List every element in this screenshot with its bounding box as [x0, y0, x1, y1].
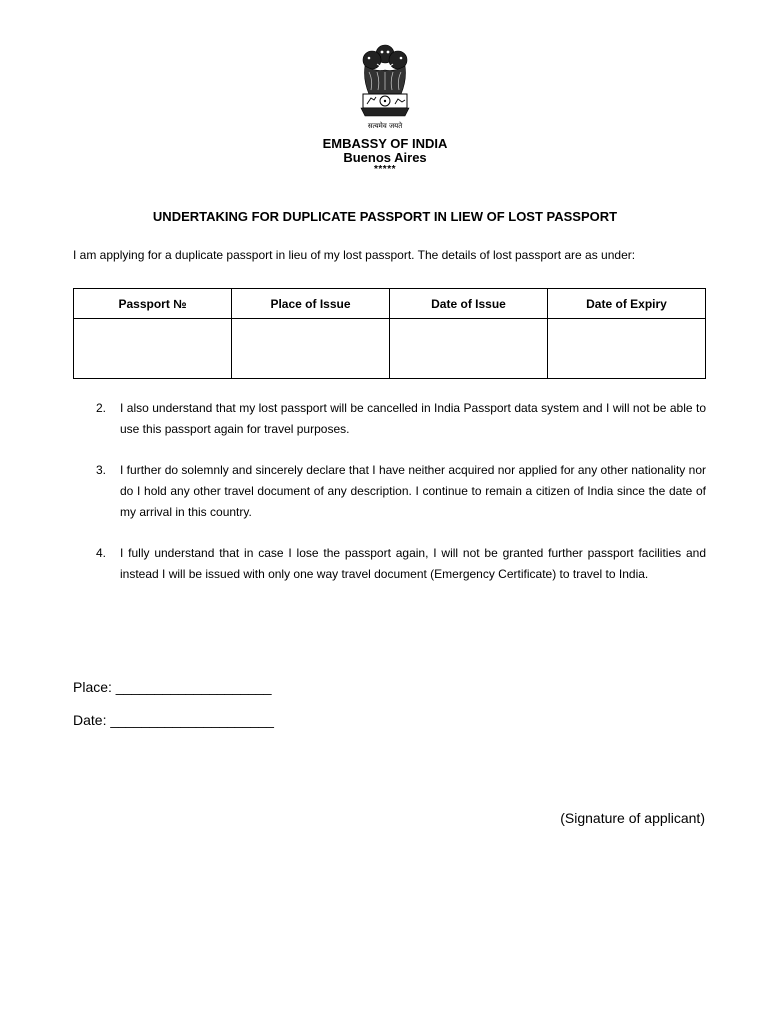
list-item-number: 4. — [96, 546, 107, 560]
embassy-city: Buenos Aires — [343, 150, 427, 165]
column-header-passport-number: Passport № — [74, 289, 232, 319]
lost-passport-details-table — [73, 288, 706, 379]
list-item-text: I also understand that my lost passport will be cancelled in India Passport data system and I will not be able to use this passport again for travel purposes. — [120, 401, 706, 436]
place-field[interactable]: Place: ____________________ — [73, 679, 272, 695]
document-title: UNDERTAKING FOR DUPLICATE PASSPORT IN LIEW OF LOST PASSPORT — [152, 209, 618, 224]
list-item — [96, 398, 706, 440]
column-header-date-of-expiry: Date of Expiry — [548, 289, 706, 319]
intro-text: I am applying for a duplicate passport in lieu of my lost passport. The details of lost passport are as under: — [73, 248, 636, 262]
passport-number-cell[interactable] — [74, 319, 232, 379]
national-emblem-logo — [355, 42, 415, 134]
list-item-number: 2. — [96, 401, 107, 415]
emblem-motto: सत्यमेव जयते — [367, 122, 403, 130]
date-of-issue-cell[interactable] — [390, 319, 548, 379]
date-field[interactable]: Date: _____________________ — [73, 712, 274, 728]
list-item — [96, 460, 706, 523]
embassy-name: EMBASSY OF INDIA — [322, 136, 448, 151]
column-header-date-of-issue: Date of Issue — [390, 289, 548, 319]
header-stars: ***** — [374, 164, 396, 175]
place-of-issue-cell[interactable] — [232, 319, 390, 379]
list-item-text: I further do solemnly and sincerely declare that I have neither acquired nor applied for any other nationality nor do I hold any other travel document of any description. I continue to remain a citizen of India since the date of my arrival in this country. — [120, 463, 706, 519]
column-header-place-of-issue: Place of Issue — [232, 289, 390, 319]
signature-label: (Signature of applicant) — [560, 810, 705, 826]
date-of-expiry-cell[interactable] — [548, 319, 706, 379]
list-item-number: 3. — [96, 463, 107, 477]
list-item-text: I fully understand that in case I lose the passport again, I will not be granted further passport facilities and instead I will be issued with only one way travel document (Emergency Certificate) to travel to India. — [120, 546, 706, 581]
table-header-row — [74, 289, 706, 319]
list-item — [96, 543, 706, 585]
table-row — [74, 319, 706, 379]
